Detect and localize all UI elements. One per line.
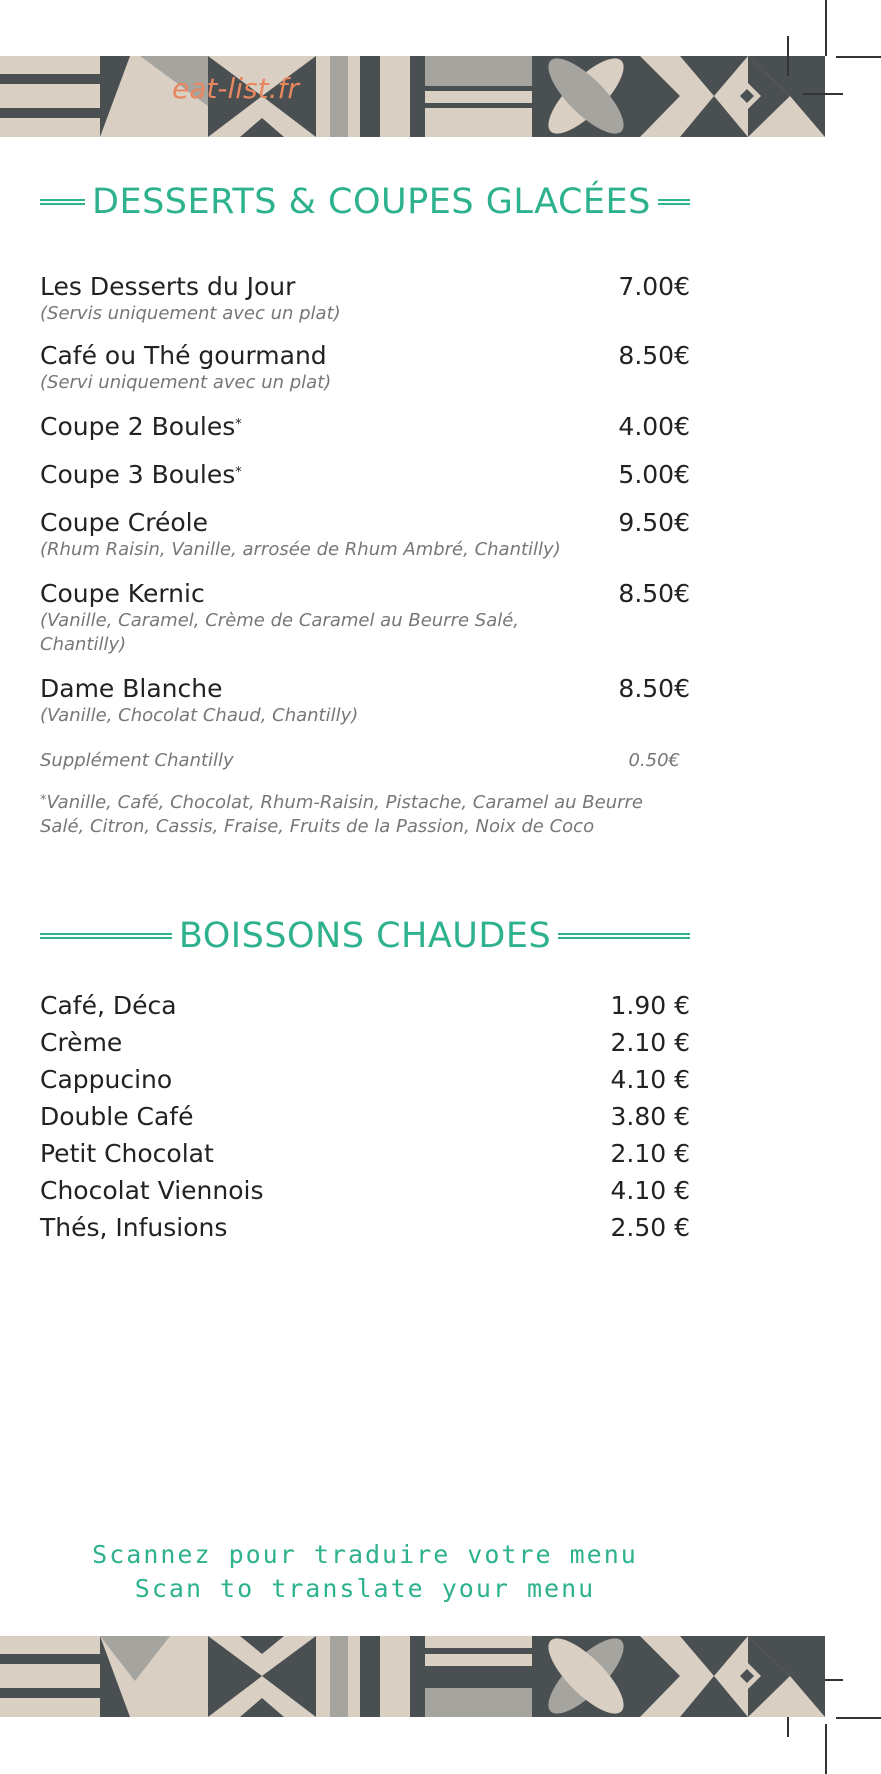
- item-name: Coupe 3 Boules*: [40, 460, 242, 489]
- drink-item: [40, 1024, 690, 1061]
- menu-item: [40, 579, 690, 657]
- boissons-section-title: [40, 916, 690, 956]
- item-price: 8.50€: [618, 341, 690, 370]
- drink-name: Café, Déca: [40, 991, 177, 1020]
- item-price: 7.00€: [618, 272, 690, 301]
- watermark: eat-list.fr: [172, 72, 299, 105]
- item-name: Coupe Créole: [40, 508, 208, 537]
- boissons-title-text: BOISSONS CHAUDES: [178, 916, 552, 956]
- drink-item: [40, 987, 690, 1024]
- top-tile-band: [0, 56, 825, 137]
- crop-mark: [787, 36, 789, 76]
- item-price: 8.50€: [618, 579, 690, 608]
- drink-name: Crème: [40, 1028, 123, 1057]
- drink-price: 2.10 €: [610, 1028, 690, 1057]
- item-name: Les Desserts du Jour: [40, 272, 296, 301]
- asterisk-mark: *: [235, 465, 242, 480]
- title-rule-left: [40, 933, 172, 939]
- title-rule-left: [40, 199, 85, 205]
- item-name: Café ou Thé gourmand: [40, 341, 327, 370]
- menu-item: [40, 412, 690, 442]
- scan-line-fr: Scannez pour traduire votre menu: [92, 1540, 638, 1569]
- asterisk-mark: *: [235, 417, 242, 432]
- item-description: (Servis uniquement avec un plat): [40, 303, 341, 324]
- drink-price: 4.10 €: [610, 1065, 690, 1094]
- drink-name: Petit Chocolat: [40, 1139, 214, 1168]
- asterisk-mark: *: [40, 793, 47, 808]
- title-rule-right: [658, 199, 690, 205]
- item-name: Dame Blanche: [40, 674, 223, 703]
- menu-item: [40, 272, 690, 326]
- drink-price: 1.90 €: [610, 991, 690, 1020]
- drink-item: [40, 1098, 690, 1135]
- crop-mark: [836, 56, 881, 58]
- menu-item: [40, 341, 690, 395]
- crop-mark: [825, 1724, 827, 1774]
- menu-item: [40, 674, 690, 728]
- crop-mark: [803, 93, 843, 95]
- drink-item: [40, 1172, 690, 1209]
- item-price: 4.00€: [618, 412, 690, 441]
- item-description: (Servi uniquement avec un plat): [40, 372, 332, 393]
- flavors-footnote: *Vanille, Café, Chocolat, Rhum-Raisin, Pistache, Caramel au Beurre Salé, Citron, Cassis, Fraise, Fruits de la Passion, Noix de Coco: [40, 792, 643, 837]
- drink-item: [40, 1135, 690, 1172]
- supplement-price: 0.50€: [628, 750, 680, 771]
- drink-price: 4.10 €: [610, 1176, 690, 1205]
- title-rule-right: [558, 933, 690, 939]
- item-price: 9.50€: [618, 508, 690, 537]
- scan-line-en: Scan to translate your menu: [134, 1574, 596, 1603]
- item-description: (Vanille, Chocolat Chaud, Chantilly): [40, 705, 359, 726]
- scan-instructions[interactable]: [0, 1538, 730, 1606]
- drink-price: 2.50 €: [610, 1213, 690, 1242]
- drink-name: Double Café: [40, 1102, 194, 1131]
- item-price: 8.50€: [618, 674, 690, 703]
- drink-item: [40, 1209, 690, 1246]
- crop-mark: [825, 0, 827, 56]
- drink-item: [40, 1061, 690, 1098]
- menu-item: [40, 508, 690, 562]
- menu-item: [40, 460, 690, 490]
- boissons-menu: [40, 987, 690, 1246]
- supplement-line: [40, 750, 690, 771]
- item-price: 5.00€: [618, 460, 690, 489]
- bottom-tile-band: [0, 1636, 825, 1717]
- supplement-name: Supplément Chantilly: [40, 750, 234, 771]
- drink-name: Chocolat Viennois: [40, 1176, 264, 1205]
- item-description: (Rhum Raisin, Vanille, arrosée de Rhum Ambré, Chantilly): [40, 539, 561, 560]
- desserts-menu: [40, 272, 690, 839]
- drink-price: 2.10 €: [610, 1139, 690, 1168]
- item-description: (Vanille, Caramel, Crème de Caramel au Beurre Salé, Chantilly): [40, 610, 520, 655]
- item-name: Coupe Kernic: [40, 579, 205, 608]
- desserts-title-text: DESSERTS & COUPES GLACÉES: [92, 182, 651, 222]
- crop-mark: [836, 1717, 881, 1719]
- drink-price: 3.80 €: [610, 1102, 690, 1131]
- drink-name: Cappucino: [40, 1065, 173, 1094]
- item-name: Coupe 2 Boules*: [40, 412, 242, 441]
- drink-name: Thés, Infusions: [40, 1213, 228, 1242]
- desserts-section-title: [40, 182, 690, 222]
